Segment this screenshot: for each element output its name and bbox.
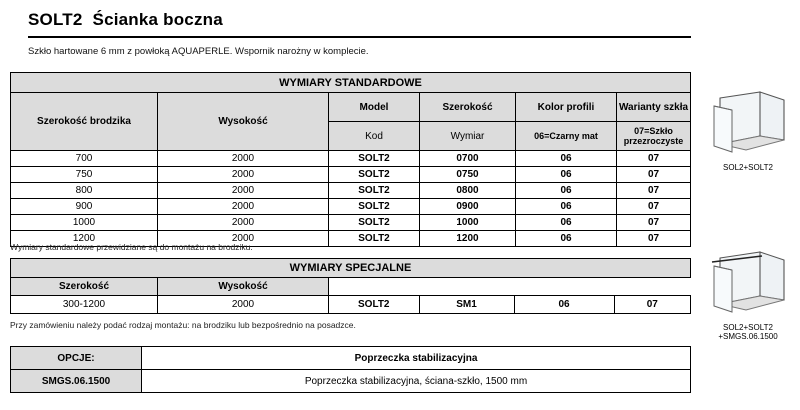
cell-model: SOLT2 (329, 183, 420, 199)
table-row (11, 167, 691, 183)
cell-wysokosc: 2000 (158, 215, 329, 231)
header-szerokosc: Szerokość (420, 93, 516, 122)
options-header-right: Poprzeczka stabilizacyjna (142, 347, 691, 370)
cell-szklo: 07 (617, 199, 691, 215)
cell-model: SOLT2 (329, 199, 420, 215)
cell-szklo: 07 (617, 151, 691, 167)
title-divider (28, 36, 691, 38)
standard-dimensions-table (10, 72, 691, 247)
cell-wysokosc: 2000 (158, 151, 329, 167)
cell-model: SOLT2 (329, 231, 420, 247)
cell-szklo: 07 (617, 215, 691, 231)
header-kod: Kod (329, 122, 420, 151)
standard-note: Wymiary standardowe przewidziane są do montażu na brodziku. (10, 242, 253, 252)
cell-szerokosc: 1000 (420, 215, 516, 231)
cell-wysokosc: 2000 (158, 231, 329, 247)
cell-spec-wysokosc: 2000 (158, 296, 329, 314)
cell-kolor: 06 (516, 215, 617, 231)
cell-kolor: 06 (516, 199, 617, 215)
cell-szerokosc: 0750 (420, 167, 516, 183)
cell-szerokosc: 0700 (420, 151, 516, 167)
figure-sol2-solt2-smgs (700, 248, 796, 341)
cell-szklo: 07 (617, 183, 691, 199)
options-label: OPCJE: (11, 347, 142, 370)
table-band-row (11, 73, 691, 93)
cell-wysokosc: 2000 (158, 167, 329, 183)
table-row (11, 151, 691, 167)
special-note: Przy zamówieniu należy podać rodzaj montażu: na brodziku lub bezpośrednio na posadzce. (10, 320, 356, 330)
header-model: Model (329, 93, 420, 122)
cell-szerokosc-brodzika: 750 (11, 167, 158, 183)
cell-szerokosc-brodzika: 700 (11, 151, 158, 167)
cell-spec-wymiar: SM1 (419, 296, 514, 314)
option-code: SMGS.06.1500 (11, 370, 142, 393)
page-title (28, 10, 223, 30)
cell-spec-szerokosc: 300-1200 (11, 296, 158, 314)
standard-band-label: WYMIARY STANDARDOWE (11, 73, 691, 93)
cell-model: SOLT2 (329, 167, 420, 183)
table-row (11, 199, 691, 215)
cell-szerokosc: 1200 (420, 231, 516, 247)
cell-spec-kolor: 06 (514, 296, 614, 314)
cell-kolor: 06 (516, 231, 617, 247)
spacer-cell-szklo (614, 278, 691, 296)
options-header-row (11, 347, 691, 370)
cell-szerokosc: 0900 (420, 199, 516, 215)
header-warianty-szkla: Warianty szkła (617, 93, 691, 122)
cell-kolor: 06 (516, 183, 617, 199)
cell-spec-model: SOLT2 (329, 296, 420, 314)
table-row (11, 183, 691, 199)
figure-caption-line1: SOL2+SOLT2 (723, 323, 773, 332)
header-spec-wysokosc: Wysokość (158, 278, 329, 296)
figure-caption: SOL2+SOLT2 (723, 163, 773, 172)
cell-spec-szklo: 07 (614, 296, 691, 314)
header-spec-szerokosc: Szerokość (11, 278, 158, 296)
spacer-cell-wymiar (419, 278, 514, 296)
figure-caption-line2: +SMGS.06.1500 (718, 332, 778, 342)
header-wysokosc: Wysokość (158, 93, 329, 151)
table-header-row (11, 278, 691, 296)
table-row (11, 215, 691, 231)
table-band-row (11, 259, 691, 278)
table-header-row-1 (11, 93, 691, 122)
cell-szerokosc-brodzika: 1000 (11, 215, 158, 231)
figure-sol2-solt2 (700, 88, 796, 172)
product-code: SOLT2 (28, 10, 83, 29)
cell-wysokosc: 2000 (158, 199, 329, 215)
special-band-label: WYMIARY SPECJALNE (11, 259, 691, 278)
header-wymiar: Wymiar (420, 122, 516, 151)
shower-enclosure-diagram-icon (702, 88, 794, 160)
cell-szerokosc-brodzika: 1200 (11, 231, 158, 247)
option-description: Poprzeczka stabilizacyjna, ściana-szkło, 1500 mm (142, 370, 691, 393)
table-row (11, 296, 691, 314)
spacer-cell-model (329, 278, 420, 296)
cell-szklo: 07 (617, 167, 691, 183)
cell-model: SOLT2 (329, 151, 420, 167)
cell-wysokosc: 2000 (158, 183, 329, 199)
cell-szerokosc: 0800 (420, 183, 516, 199)
header-szerokosc-brodzika (11, 93, 158, 151)
shower-enclosure-with-bar-diagram-icon (702, 248, 794, 320)
header-kolor-profili: Kolor profili (516, 93, 617, 122)
header-kolor-value: 06=Czarny mat (516, 122, 617, 151)
cell-szerokosc-brodzika: 900 (11, 199, 158, 215)
cell-kolor: 06 (516, 167, 617, 183)
options-row (11, 370, 691, 393)
special-dimensions-table (10, 258, 691, 314)
cell-szerokosc-brodzika: 800 (11, 183, 158, 199)
figure-caption (700, 323, 796, 341)
cell-szklo: 07 (617, 231, 691, 247)
cell-model: SOLT2 (329, 215, 420, 231)
header-szklo-value: 07=Szkło przezroczyste (617, 122, 691, 151)
spacer-cell-kolor (514, 278, 614, 296)
product-subtitle: Szkło hartowane 6 mm z powłoką AQUAPERLE. Wspornik narożny w komplecie. (28, 46, 369, 57)
header-szerokosc-brodzika-label: Szerokość brodzika (37, 116, 131, 127)
cell-kolor: 06 (516, 151, 617, 167)
product-name: Ścianka boczna (92, 10, 223, 29)
options-table (10, 346, 691, 393)
